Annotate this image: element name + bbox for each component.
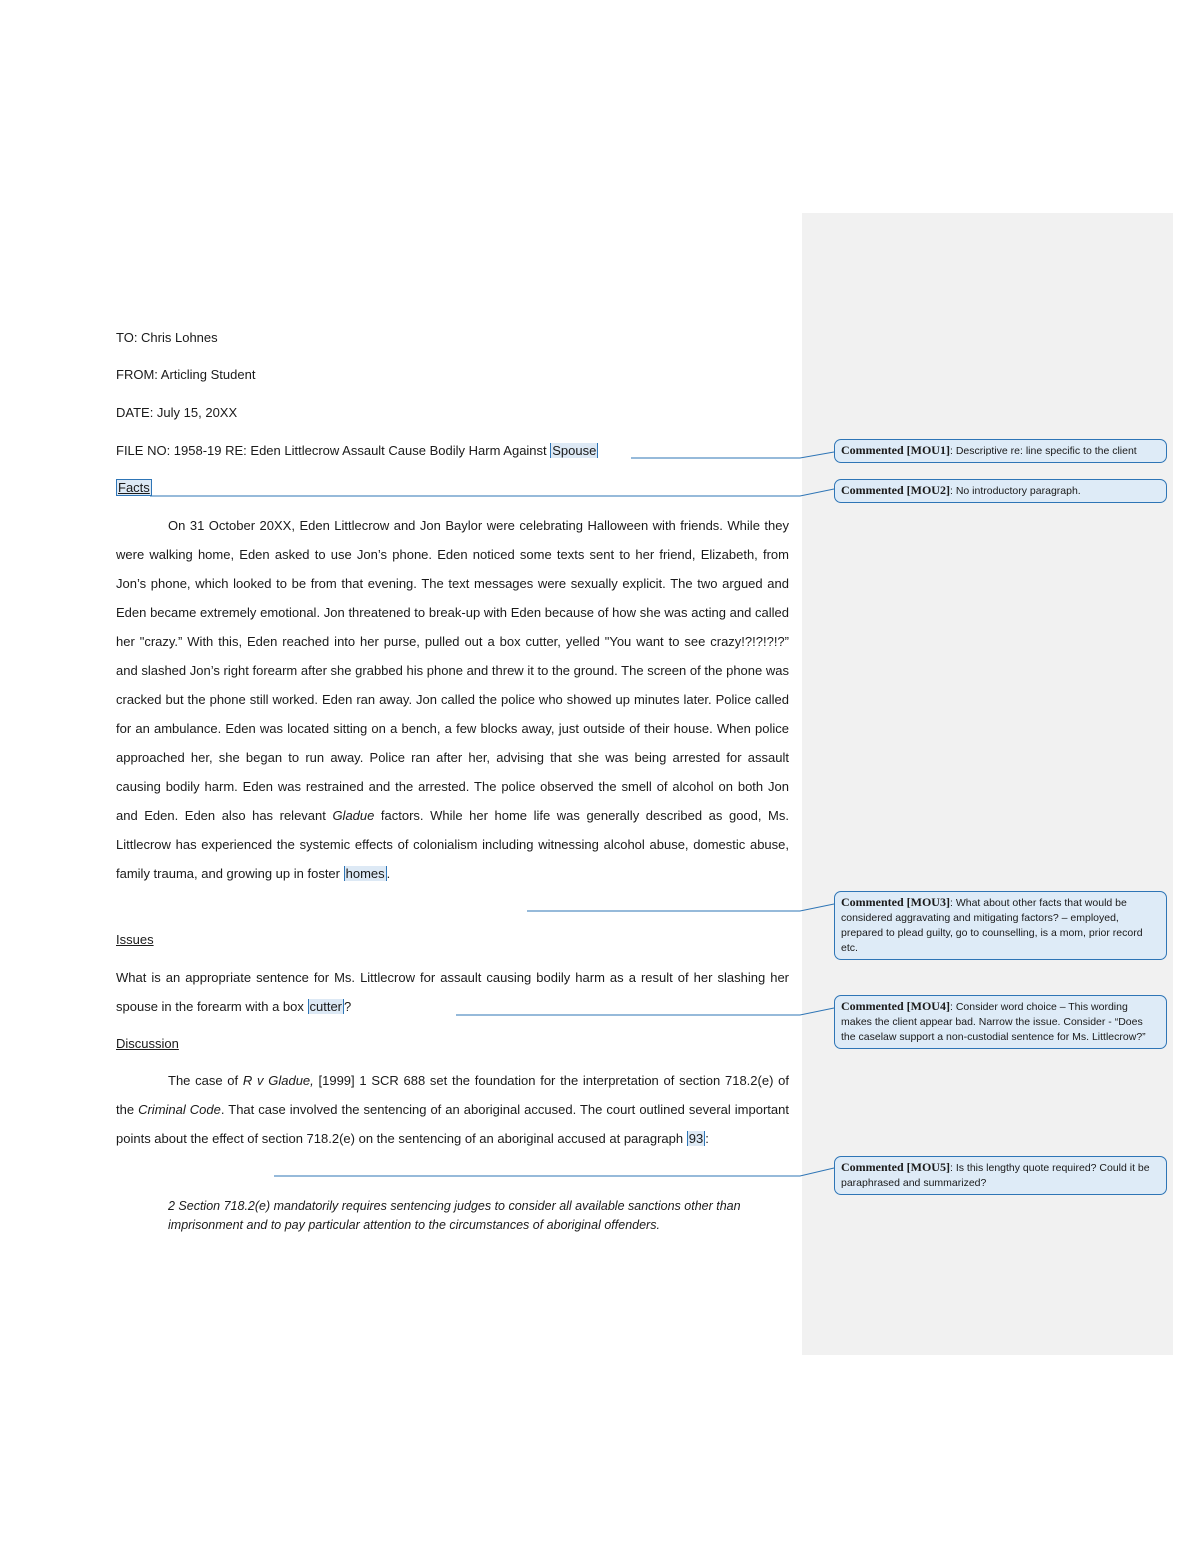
comment-label: Commented [MOU2] (841, 483, 950, 497)
leader-line-1 (631, 452, 834, 458)
comment-anchor-1[interactable]: Spouse (552, 443, 597, 458)
leader-line-4 (456, 1008, 834, 1015)
comment-text: : No introductory paragraph. (949, 485, 1081, 497)
issues-text: What is an appropriate sentence for Ms. Littlecrow for assault causing bodily harm as a result of her slashing her spouse in the forearm with a box (116, 970, 789, 1014)
memo-to: TO: Chris Lohnes (116, 330, 218, 345)
comment-label: Commented [MOU1] (841, 443, 950, 457)
facts-text-end: . (386, 866, 391, 881)
facts-text: On 31 October 20XX, Eden Littlecrow and Jon Baylor were celebrating Halloween with friends. While they were walking home, Eden asked to use Jon’s phone. Eden noticed some texts sent to her friend, Elizabeth, from Jon’s phone, which looked to be from that evening. The text messages were sexually explicit. The two argued and Eden became extremely emotional. Jon threatened to break-up with Eden because of how she was acting and called her "crazy.” With this, Eden reached into her purse, pulled out a box cutter, yelled "You want to see crazy!?!?!?!?” and slashed Jon’s right forearm after she grabbed his phone and threw it to the ground. The screen of the phone was cracked but the phone still worked. Eden ran away. Jon called the police who showed up minutes later. Police called for an ambulance. Eden was located sitting on a bench, a few blocks away, just outside of their house. When police approached her, she began to run away. Police ran after her, advising that she was being arrested for assault causing bodily harm. Eden was restrained and the arrested. The police observed the smell of alcohol on both Jon and Eden. Eden also has relevant (116, 518, 789, 823)
leader-line-2 (150, 489, 834, 496)
comment-label: Commented [MOU4] (841, 999, 950, 1013)
comment-balloon-3[interactable] (834, 891, 1167, 960)
discussion-text-a: The case of (168, 1073, 243, 1088)
comment-anchor-3[interactable]: homes (345, 866, 385, 881)
discussion-text-end: : (705, 1131, 709, 1146)
leader-line-5 (274, 1168, 834, 1176)
discussion-heading: Discussion (116, 1036, 179, 1051)
gladue-italic: Gladue (332, 808, 375, 823)
file-no-text: FILE NO: 1958-19 RE: Eden Littlecrow Assault Cause Bodily Harm Against (116, 443, 551, 458)
comment-text: : Consider word choice – This wording makes the client appear bad. Narrow the issue. Consider - “Does the caselaw support a non-custodial sentence for Ms. Littlecrow?” (841, 1001, 1146, 1043)
block-quote: 2 Section 718.2(e) mandatorily requires sentencing judges to consider all available sanctions other than imprisonment and to pay particular attention to the circumstances of aboriginal offenders. (168, 1199, 741, 1232)
discussion-text-b: [1999] 1 SCR 688 set the foundation for the interpretation of section 718.2(e) of the (116, 1073, 789, 1117)
comment-label: Commented [MOU5] (841, 1160, 950, 1174)
issues-heading: Issues (116, 932, 154, 947)
comment-anchor-5[interactable]: 93 (688, 1131, 704, 1146)
comment-text: : Descriptive re: line specific to the client (949, 445, 1137, 457)
comment-balloon-5[interactable] (834, 1156, 1167, 1195)
facts-heading[interactable]: Facts (118, 480, 150, 495)
comment-balloon-2[interactable] (834, 479, 1167, 503)
leader-line-3 (527, 904, 834, 911)
comment-balloon-4[interactable] (834, 995, 1167, 1049)
memo-date: DATE: July 15, 20XX (116, 405, 238, 420)
case-name-italic: R v Gladue, (242, 1073, 314, 1088)
memo-from: FROM: Articling Student (116, 367, 256, 382)
facts-text-cont: factors. While her home life was generally described as good, Ms. Littlecrow has experienced the systemic effects of colonialism including witnessing alcohol abuse, domestic abuse, family trauma, and growing up in foster (116, 808, 789, 881)
comment-label: Commented [MOU3] (841, 895, 950, 909)
issues-text-end: ? (344, 999, 352, 1014)
discussion-text-c: . That case involved the sentencing of an aboriginal accused. The court outlined several important points about the effect of section 718.2(e) on the sentencing of an aboriginal accused at paragraph (116, 1102, 789, 1146)
comment-balloon-1[interactable] (834, 439, 1167, 463)
comment-anchor-4[interactable]: cutter (309, 999, 343, 1014)
criminal-code-italic: Criminal Code (138, 1102, 221, 1117)
comment-text: : What about other facts that would be considered aggravating and mitigating factors? – employed, prepared to plead guilty, go to counselling, is a mom, prior record etc. (841, 897, 1143, 954)
comment-text: : Is this lengthy quote required? Could it be paraphrased and summarized? (841, 1162, 1150, 1189)
